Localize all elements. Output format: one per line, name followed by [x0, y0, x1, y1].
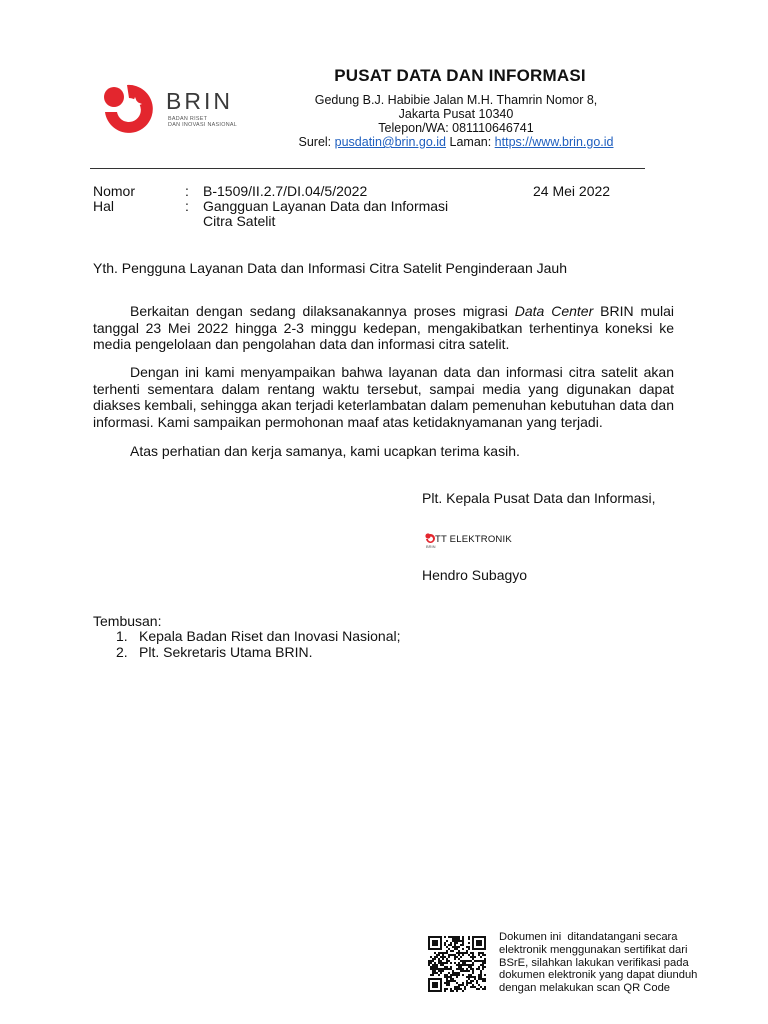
note-line-4: dokumen elektronik yang dapat diunduh — [499, 969, 698, 982]
logo-subtitle-2: DAN INOVASI NASIONAL — [168, 122, 238, 128]
hal-label: Hal — [93, 198, 115, 214]
paragraph-1-text-b: BRIN mulai tanggal 23 Mei 2022 hingga 2-3 minggu kedepan, mengakibatkan terhentinya koneksi ke media pengelolaan dan pengolahan data dan informasi citra satelit. — [93, 303, 674, 352]
note-line-5: dengan melakukan scan QR Code — [499, 982, 671, 995]
qr-code-icon[interactable] — [428, 936, 486, 992]
header-divider — [90, 168, 645, 169]
verification-qr[interactable] — [428, 936, 486, 992]
stamp-subtext: BRIN — [426, 544, 436, 549]
org-title: PUSAT DATA DAN INFORMASI — [334, 66, 586, 85]
logo-wordmark: BRIN — [166, 88, 233, 114]
letter-date: 24 Mei 2022 — [533, 183, 611, 199]
web-link[interactable]: https://www.brin.go.id — [494, 135, 614, 149]
logo-subtitle-1: BADAN RISET — [168, 116, 208, 122]
cc-item-1-number: 1. — [116, 628, 128, 644]
cc-item-2-number: 2. — [116, 644, 128, 660]
phone-line: Telepon/WA: 081110646741 — [378, 121, 534, 135]
paragraph-2: Dengan ini kami menyampaikan bahwa layanan data dan informasi citra satelit akan terhenti sementara dalam rentang waktu tersebut, sampai media yang digunakan dapat diakses kembali, sehingga akan terjadi keterlambatan dalam pemenuhan kebutuhan data dan informasi. Kami sampaikan permohonan maaf atas ketidaknyamanan yang terjadi. — [93, 364, 674, 430]
paragraph-1-italic: Data Center — [514, 303, 594, 319]
email-label: Surel: — [298, 135, 335, 149]
paragraph-3: Atas perhatian dan kerja samanya, kami ucapkan terima kasih. — [130, 443, 520, 459]
nomor-value: B-1509/II.2.7/DI.04/5/2022 — [203, 183, 368, 199]
note-line-1: Dokumen ini ditandatangani secara — [499, 931, 678, 943]
brin-stamp-icon — [425, 533, 435, 543]
note-line-2: elektronik menggunakan sertifikat dari — [499, 943, 688, 956]
address-line-2: Jakarta Pusat 10340 — [398, 107, 514, 121]
cc-item-1-text: Kepala Badan Riset dan Inovasi Nasional; — [139, 628, 401, 644]
recipient-line: Yth. Pengguna Layanan Data dan Informasi Citra Satelit Penginderaan Jauh — [93, 260, 567, 276]
stamp-text: TT ELEKTRONIK — [435, 534, 512, 545]
hal-value-1: Gangguan Layanan Data dan Informasi — [203, 198, 449, 214]
note-line-3: BSrE, silahkan lakukan verifikasi pada — [499, 956, 689, 969]
address-line-1: Gedung B.J. Habibie Jalan M.H. Thamrin Nomor 8, — [314, 93, 598, 107]
cc-item-2-text: Plt. Sekretaris Utama BRIN. — [139, 644, 313, 660]
signature-position: Plt. Kepala Pusat Data dan Informasi, — [422, 490, 656, 506]
paragraph-1 — [93, 303, 674, 353]
nomor-label: Nomor — [93, 183, 136, 199]
e-signature-stamp — [425, 531, 545, 553]
email-link[interactable]: pusdatin@brin.go.id — [334, 135, 447, 149]
paragraph-1-text-a: Berkaitan dengan sedang dilaksanakannya proses migrasi — [130, 303, 515, 319]
contact-line — [0, 135, 768, 151]
web-label: Laman: — [449, 135, 495, 149]
verification-note — [499, 931, 739, 995]
hal-value-2: Citra Satelit — [203, 213, 276, 229]
nomor-colon: : — [185, 183, 189, 199]
cc-label: Tembusan: — [93, 613, 162, 629]
signatory-name: Hendro Subagyo — [422, 567, 528, 583]
hal-colon: : — [185, 198, 189, 214]
